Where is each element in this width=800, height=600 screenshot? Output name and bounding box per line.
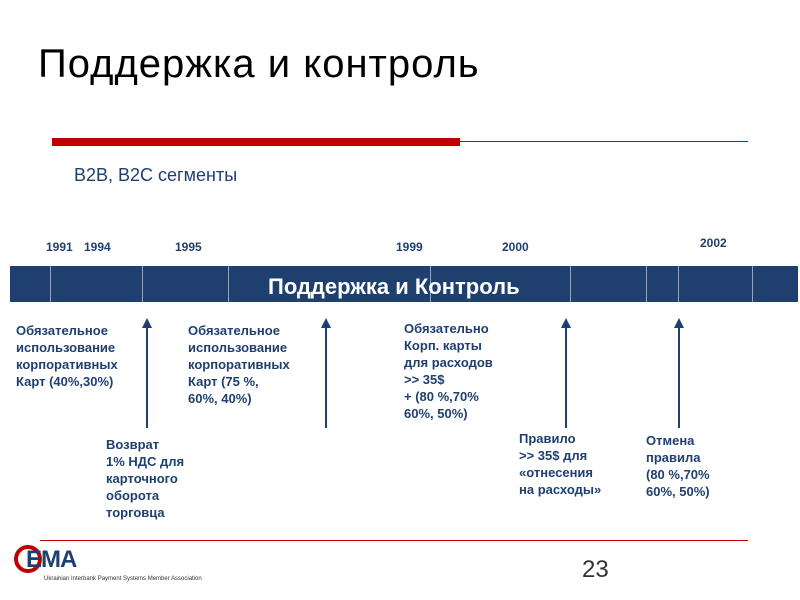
title-underline-accent — [52, 138, 460, 146]
footer-rule — [40, 540, 748, 541]
note-corporate-cards-40-30: Обязательное использование корпоративных Карт (40%,30%) — [16, 323, 118, 389]
year-label-1991: 1991 — [46, 240, 73, 254]
year-label-1999: 1999 — [396, 240, 423, 254]
arrow-up-icon — [321, 318, 331, 328]
timeline-arrow — [146, 328, 148, 428]
note-vat-refund: Возврат 1% НДС для карточного оборота торговца — [106, 437, 185, 520]
arrow-up-icon — [561, 318, 571, 328]
timeline-divider — [142, 266, 143, 302]
timeline-divider — [570, 266, 571, 302]
year-label-1994: 1994 — [84, 240, 111, 254]
year-label-2000: 2000 — [502, 240, 529, 254]
timeline-arrow — [678, 328, 680, 428]
arrow-up-icon — [674, 318, 684, 328]
logo-text: EMA — [26, 546, 77, 573]
arrow-up-icon — [142, 318, 152, 328]
timeline-divider — [228, 266, 229, 302]
note-mandatory-corp-cards: Обязательно Корп. карты для расходов >> 35$ + (80 %,70% 60%, 50%) — [404, 321, 493, 421]
page-title: Поддержка и контроль — [38, 42, 480, 86]
year-label-2002: 2002 — [700, 236, 727, 250]
timeline-arrow — [565, 328, 567, 428]
timeline-divider — [50, 266, 51, 302]
timeline-divider — [752, 266, 753, 302]
page-number: 23 — [582, 556, 609, 583]
year-label-1995: 1995 — [175, 240, 202, 254]
logo-tagline: Ukrainian Interbank Payment Systems Member Association — [44, 576, 202, 582]
note-corporate-cards-75-60-40: Обязательное использование корпоративных Карт (75 %, 60%, 40%) — [188, 323, 290, 406]
note-rule-35: Правило >> 35$ для «отнесения на расходы» — [519, 431, 602, 497]
timeline-divider — [646, 266, 647, 302]
timeline-divider — [678, 266, 679, 302]
title-underline-rule — [460, 141, 748, 142]
note-rule-cancel: Отмена правила (80 %,70% 60%, 50%) — [646, 433, 710, 499]
timeline-band-label: Поддержка и Контроль — [268, 274, 520, 299]
subtitle: B2B, B2C сегменты — [74, 165, 238, 185]
timeline-arrow — [325, 328, 327, 428]
